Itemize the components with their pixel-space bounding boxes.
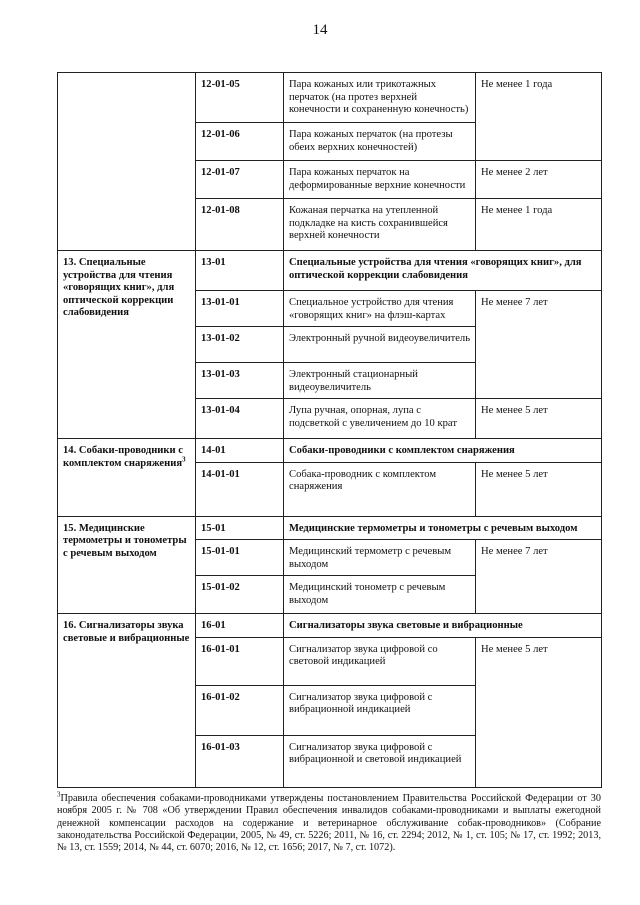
footnote <box>57 790 601 854</box>
table-row <box>58 73 602 123</box>
item-code: 16-01-02 <box>196 685 284 735</box>
item-name: Сигнализатор звука цифровой со световой индикацией <box>284 637 476 685</box>
section-title: Специальные устройства для чтения «говорящих книг», для оптической коррекции слабовидения <box>284 251 602 291</box>
item-term: Не менее 1 года <box>476 73 602 161</box>
item-code: 12-01-07 <box>196 161 284 199</box>
item-code: 16-01-01 <box>196 637 284 685</box>
item-term: Не менее 5 лет <box>476 462 602 516</box>
item-code: 12-01-06 <box>196 123 284 161</box>
category-cell <box>58 73 196 251</box>
item-code: 13-01-02 <box>196 327 284 363</box>
item-code: 16-01-03 <box>196 735 284 787</box>
item-term: Не менее 7 лет <box>476 291 602 399</box>
item-term: Не менее 2 лет <box>476 161 602 199</box>
item-name: Собака-проводник с комплектом снаряжения <box>284 462 476 516</box>
item-term: Не менее 5 лет <box>476 637 602 787</box>
footnote-mark: 3 <box>182 454 186 463</box>
item-term: Не менее 7 лет <box>476 540 602 614</box>
item-name: Лупа ручная, опорная, лупа с подсветкой с увеличением до 10 крат <box>284 399 476 439</box>
item-name: Кожаная перчатка на утепленной подкладке на кисть сохранившейся верхней конечности <box>284 199 476 251</box>
item-code: 12-01-05 <box>196 73 284 123</box>
item-name: Медицинский термометр с речевым выходом <box>284 540 476 576</box>
item-name: Электронный ручной видеоувеличитель <box>284 327 476 363</box>
footnote-text: Правила обеспечения собаками-проводниками утверждены постановлением Правительства Российской Федерации от 30 ноября 2005 г. № 708 «Об утверждении Правил обеспечения инвалидов собаками-проводниками и выплаты ежегодной денежной компенсации расходов на содержание и ветеринарное обслуживание собак-проводников» (Собрание законодательства Российской Федерации, 2005, № 49, ст. 5226; 2011, № 16, ст. 2294; 2012, № 1, ст. 105; № 17, ст. 1992; 2013, № 13, ст. 1559; 2014, № 44, ст. 6070; 2016, № 12, ст. 1656; 2017, № 7, ст. 1072). <box>57 793 601 854</box>
footnote-divider <box>57 787 215 788</box>
item-code: 12-01-08 <box>196 199 284 251</box>
section-code: 16-01 <box>196 614 284 638</box>
section-code: 15-01 <box>196 516 284 540</box>
item-name: Сигнализатор звука цифровой с вибрационной и световой индикацией <box>284 735 476 787</box>
section-header-row <box>58 439 602 463</box>
item-name: Сигнализатор звука цифровой с вибрационной индикацией <box>284 685 476 735</box>
page-number: 14 <box>312 22 328 38</box>
item-name: Пара кожаных перчаток на деформированные верхние конечности <box>284 161 476 199</box>
section-header-row <box>58 251 602 291</box>
item-code: 14-01-01 <box>196 462 284 516</box>
section-title: Собаки-проводники с комплектом снаряжения <box>284 439 602 463</box>
item-name: Медицинский тонометр с речевым выходом <box>284 576 476 614</box>
item-term: Не менее 1 года <box>476 199 602 251</box>
section-header-row <box>58 614 602 638</box>
item-code: 13-01-04 <box>196 399 284 439</box>
item-name: Пара кожаных перчаток (на протезы обеих верхних конечностей) <box>284 123 476 161</box>
category-cell: 16. Сигнализаторы звука световые и вибрационные <box>58 614 196 788</box>
category-cell: 15. Медицинские термометры и тонометры с речевым выходом <box>58 516 196 614</box>
category-cell: 13. Специальные устройства для чтения «говорящих книг», для оптической коррекции слабовидения <box>58 251 196 439</box>
section-title: Сигнализаторы звука световые и вибрационные <box>284 614 602 638</box>
section-code: 13-01 <box>196 251 284 291</box>
footnote-number: 3 <box>57 790 61 799</box>
item-code: 15-01-02 <box>196 576 284 614</box>
item-term: Не менее 5 лет <box>476 399 602 439</box>
item-code: 13-01-03 <box>196 363 284 399</box>
item-name: Электронный стационарный видеоувеличитель <box>284 363 476 399</box>
section-header-row <box>58 516 602 540</box>
item-code: 13-01-01 <box>196 291 284 327</box>
assistive-devices-table <box>57 72 602 788</box>
category-cell <box>58 439 196 517</box>
item-code: 15-01-01 <box>196 540 284 576</box>
item-name: Пара кожаных или трикотажных перчаток (на протез верхней конечности и сохраненную конечность) <box>284 73 476 123</box>
item-name: Специальное устройство для чтения «говорящих книг» на флэш-картах <box>284 291 476 327</box>
category-label: 14. Собаки-проводники с комплектом снаряжения <box>63 445 183 469</box>
section-code: 14-01 <box>196 439 284 463</box>
section-title: Медицинские термометры и тонометры с речевым выходом <box>284 516 602 540</box>
